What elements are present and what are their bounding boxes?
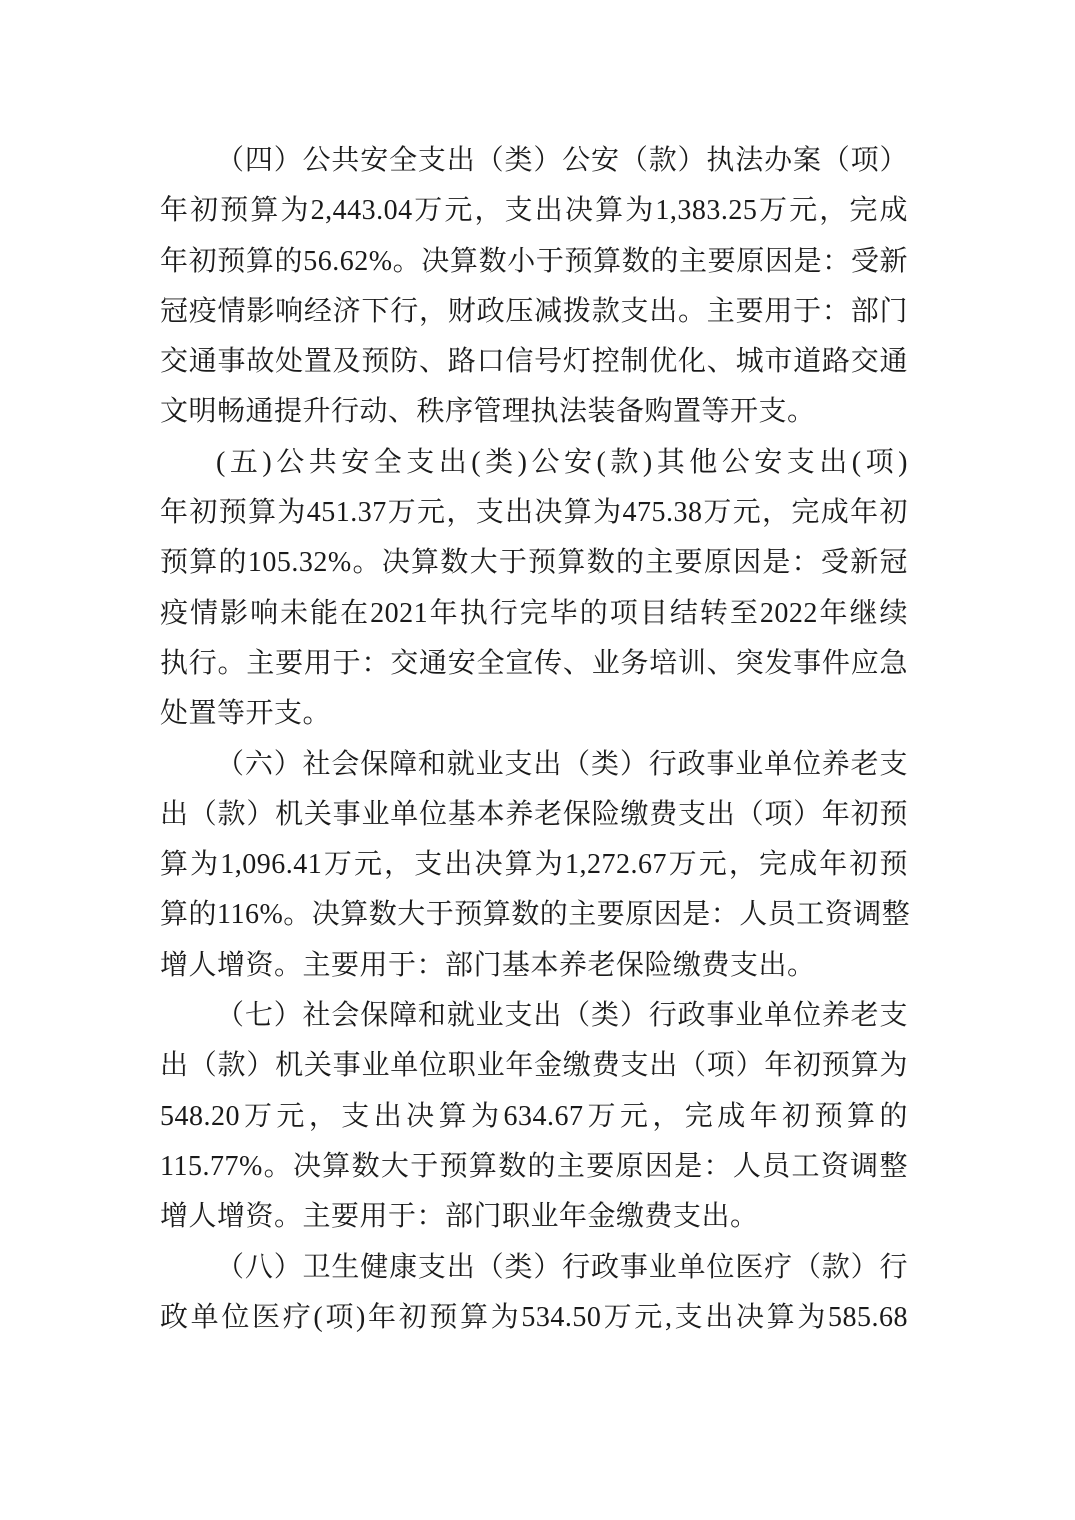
- text-line: 疫情影响未能在2021年执行完毕的项目结转至2022年继续: [160, 597, 908, 629]
- text-line: (五)公共安全支出(类)公安(款)其他公安支出(项): [216, 446, 908, 478]
- text-line: 增人增资。主要用于：部门基本养老保险缴费支出。: [160, 949, 816, 981]
- text-line: （八）卫生健康支出（类）行政事业单位医疗（款）行: [216, 1251, 908, 1283]
- text-line: （七）社会保障和就业支出（类）行政事业单位养老支: [216, 1000, 908, 1032]
- text-line: （四）公共安全支出（类）公安（款）执法办案（项）: [216, 145, 908, 176]
- text-line: 预算的105.32%。决算数大于预算数的主要原因是：受新冠: [160, 547, 908, 579]
- text-line: 文明畅通提升行动、秩序管理执法装备购置等开支。: [160, 396, 816, 428]
- text-line: 增人增资。主要用于：部门职业年金缴费支出。: [160, 1201, 759, 1233]
- document-page: [160, 136, 911, 1343]
- text-line: 政单位医疗(项)年初预算为534.50万元,支出决算为585.68: [160, 1301, 908, 1333]
- text-line: 处置等开支。: [160, 698, 332, 730]
- text-line: 算的116%。决算数大于预算数的主要原因是：人员工资调整: [160, 899, 911, 931]
- text-line: 年初预算为451.37万元，支出决算为475.38万元，完成年初: [160, 497, 908, 529]
- text-line: 冠疫情影响经济下行，财政压减拨款支出。主要用于：部门: [160, 295, 908, 327]
- text-line: 出（款）机关事业单位职业年金缴费支出（项）年初预算为: [160, 1050, 908, 1082]
- text-line: 交通事故处置及预防、路口信号灯控制优化、城市道路交通: [160, 346, 908, 378]
- text-line: 年初预算为2,443.04万元，支出决算为1,383.25万元，完成: [160, 195, 908, 227]
- text-line: （六）社会保障和就业支出（类）行政事业单位养老支: [216, 748, 908, 780]
- text-line: 548.20万元，支出决算为634.67万元，完成年初预算的: [160, 1100, 908, 1132]
- text-line: 出（款）机关事业单位基本养老保险缴费支出（项）年初预: [160, 798, 908, 830]
- text-line: 执行。主要用于：交通安全宣传、业务培训、突发事件应急: [160, 647, 908, 679]
- text-line: 算为1,096.41万元，支出决算为1,272.67万元，完成年初预: [160, 849, 908, 881]
- text-line: 115.77%。决算数大于预算数的主要原因是：人员工资调整: [160, 1150, 908, 1182]
- text-line: 年初预算的56.62%。决算数小于预算数的主要原因是：受新: [160, 245, 908, 277]
